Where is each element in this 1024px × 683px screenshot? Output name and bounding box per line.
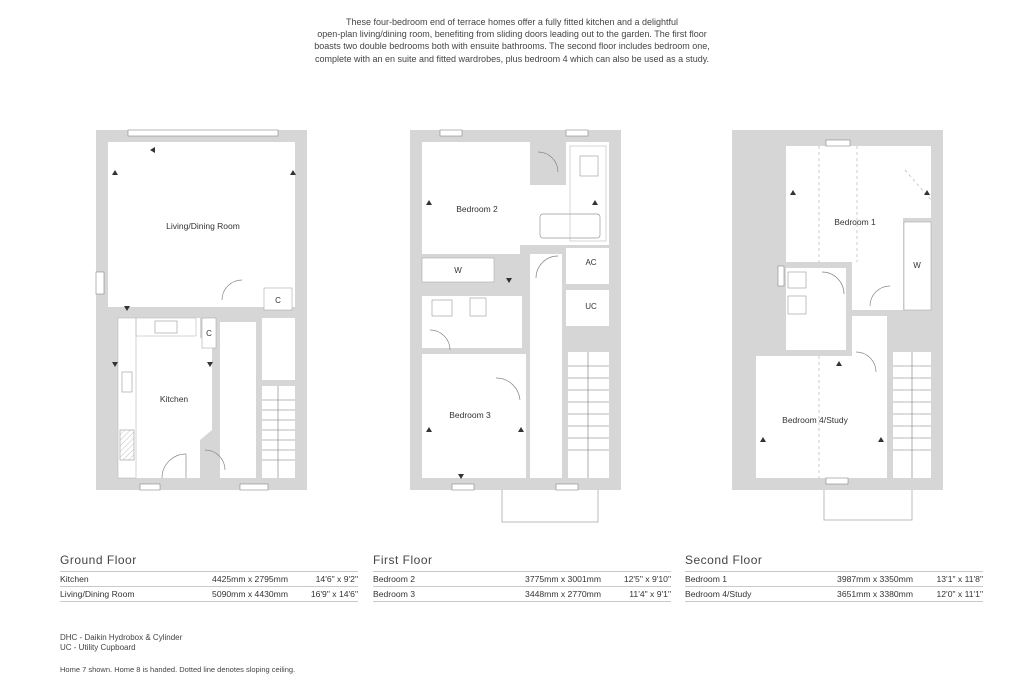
room-label-bedroom-1: Bedroom 1	[834, 217, 876, 227]
schedule-row	[60, 571, 358, 587]
room-label-bedroom-2: Bedroom 2	[456, 204, 498, 214]
room-metric: 3987mm x 3350mm	[837, 574, 913, 584]
room-metric: 3775mm x 3001mm	[525, 574, 601, 584]
room-imperial: 14'6" x 9'2"	[315, 574, 358, 584]
room-imperial: 11'4" x 9'1"	[629, 589, 671, 599]
room-label-bedroom-3: Bedroom 3	[449, 410, 491, 420]
room-name: Bedroom 2	[373, 574, 416, 584]
schedule-heading: First Floor	[373, 553, 433, 567]
footnote: Home 7 shown. Home 8 is handed. Dotted line denotes sloping ceiling.	[60, 665, 296, 674]
room-label-cupboard: C	[275, 296, 281, 305]
first-landing	[530, 254, 562, 478]
first-floor-schedule	[373, 553, 671, 602]
room-label-airing-cupboard: AC	[585, 258, 597, 267]
first-floor-plan	[410, 130, 621, 522]
description-line: These four-bedroom end of terrace homes offer a fully fitted kitchen and a delightful	[345, 17, 679, 27]
room-metric: 4425mm x 2795mm	[212, 574, 288, 584]
ground-floor-schedule	[60, 553, 358, 602]
schedule-row	[373, 571, 671, 587]
room-label-utility-cupboard: UC	[585, 302, 597, 311]
schedule-heading: Ground Floor	[60, 553, 137, 567]
room-label-cupboard: C	[206, 329, 212, 338]
room-label-living: Living/Dining Room	[166, 221, 240, 231]
room-imperial: 12'5" x 9'10"	[623, 574, 671, 584]
room-name: Living/Dining Room	[60, 589, 135, 599]
second-floor-plan	[732, 130, 943, 520]
room-imperial: 12'0" x 11'1"	[936, 589, 983, 599]
ensuite-3-area	[422, 296, 522, 348]
room-label-wardrobe: W	[454, 266, 462, 275]
first-stairs	[568, 352, 609, 478]
room-name: Kitchen	[60, 574, 89, 584]
description-line: boasts two double bedrooms both with ensuite bathrooms. The second floor includes bedroom one,	[314, 41, 710, 52]
schedule-row	[60, 587, 358, 602]
second-landing	[852, 316, 887, 356]
schedule-row	[685, 587, 983, 602]
room-label-kitchen: Kitchen	[159, 394, 189, 404]
room-imperial: 13'1" x 11'8"	[936, 574, 983, 584]
room-name: Bedroom 4/Study	[685, 589, 752, 599]
schedule-row	[373, 587, 671, 602]
room-metric: 3448mm x 2770mm	[525, 589, 601, 599]
room-label-bedroom-4: Bedroom 4/Study	[782, 415, 848, 425]
legend-notes	[60, 633, 182, 653]
description-line: open-plan living/dining room, benefiting from sliding doors leading out to the garden. The first floor	[317, 29, 707, 40]
legend-note: DHC - Daikin Hydrobox & Cylinder	[60, 633, 183, 642]
schedule-row	[685, 571, 983, 587]
description-line: complete with an en suite and fitted wardrobes, plus bedroom 4 which can also be used as a study.	[314, 53, 710, 64]
ensuite-1-area	[786, 268, 846, 350]
room-imperial: 16'9" x 14'6"	[310, 589, 358, 599]
room-name: Bedroom 1	[685, 574, 728, 584]
wc-area	[262, 318, 295, 380]
room-label-wardrobe: W	[913, 261, 921, 270]
room-metric: 5090mm x 4430mm	[212, 589, 288, 599]
room-name: Bedroom 3	[373, 589, 416, 599]
room-metric: 3651mm x 3380mm	[837, 589, 913, 599]
second-floor-schedule	[685, 553, 983, 602]
schedule-heading: Second Floor	[685, 553, 763, 567]
legend-note: UC - Utility Cupboard	[60, 643, 136, 652]
ground-floor-plan	[96, 130, 307, 490]
hall-area	[220, 322, 256, 478]
